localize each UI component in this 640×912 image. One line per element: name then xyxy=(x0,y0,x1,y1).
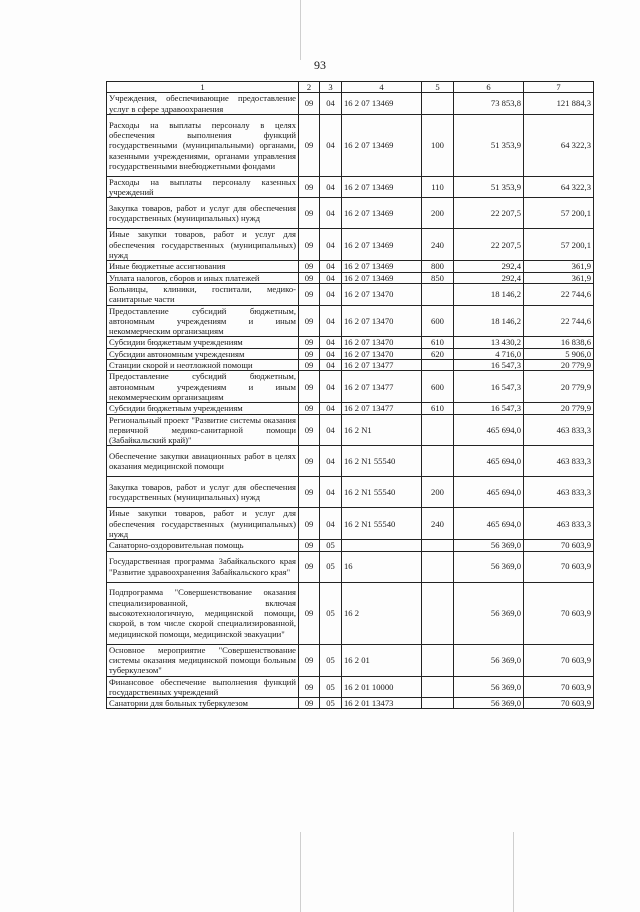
row-subsection: 05 xyxy=(320,540,342,551)
row-expense-type: 200 xyxy=(422,477,454,508)
row-target-code: 16 2 N1 55540 xyxy=(342,446,422,477)
row-subsection: 05 xyxy=(320,644,342,676)
row-subsection: 04 xyxy=(320,337,342,348)
row-section: 09 xyxy=(299,176,320,198)
table-row xyxy=(107,414,594,446)
row-target-code: 16 2 07 13469 xyxy=(342,93,422,115)
row-expense-type xyxy=(422,582,454,644)
row-expense-type: 100 xyxy=(422,114,454,176)
table-row xyxy=(107,477,594,508)
row-name: Уплата налогов, сборов и иных платежей xyxy=(107,272,299,283)
table-row xyxy=(107,676,594,698)
table-body xyxy=(107,93,594,709)
table-row xyxy=(107,551,594,582)
row-target-code: 16 2 N1 xyxy=(342,414,422,446)
row-amount-2: 121 884,3 xyxy=(524,93,594,115)
table-row xyxy=(107,229,594,261)
row-amount-2: 70 603,9 xyxy=(524,582,594,644)
row-section: 09 xyxy=(299,198,320,229)
row-amount-1: 56 369,0 xyxy=(454,698,524,709)
row-amount-2: 20 779,9 xyxy=(524,371,594,403)
col-header: 7 xyxy=(524,82,594,93)
row-target-code: 16 2 07 13477 xyxy=(342,360,422,371)
row-target-code: 16 2 07 13470 xyxy=(342,337,422,348)
table-row xyxy=(107,198,594,229)
row-expense-type: 110 xyxy=(422,176,454,198)
page-number: 93 xyxy=(314,58,326,72)
row-name: Предоставление субсидий бюджетным, автономным учреждениям и иным некоммерческим организациям xyxy=(107,371,299,403)
table-row xyxy=(107,508,594,540)
row-expense-type: 240 xyxy=(422,508,454,540)
row-subsection: 04 xyxy=(320,283,342,305)
row-amount-2: 22 744,6 xyxy=(524,305,594,337)
row-name: Основное мероприятие "Совершенствование системы оказания медицинской помощи больным туберкулезом" xyxy=(107,644,299,676)
row-expense-type: 600 xyxy=(422,305,454,337)
row-amount-2: 70 603,9 xyxy=(524,644,594,676)
row-amount-2: 20 779,9 xyxy=(524,403,594,414)
row-amount-1: 22 207,5 xyxy=(454,229,524,261)
row-section: 09 xyxy=(299,540,320,551)
row-subsection: 04 xyxy=(320,198,342,229)
row-amount-2: 463 833,3 xyxy=(524,446,594,477)
row-target-code xyxy=(342,540,422,551)
row-amount-1: 56 369,0 xyxy=(454,644,524,676)
row-amount-1: 16 547,3 xyxy=(454,371,524,403)
row-target-code: 16 2 07 13469 xyxy=(342,261,422,272)
row-target-code: 16 2 07 13469 xyxy=(342,229,422,261)
table-row xyxy=(107,261,594,272)
row-target-code: 16 2 N1 55540 xyxy=(342,508,422,540)
table-row xyxy=(107,337,594,348)
row-subsection: 04 xyxy=(320,403,342,414)
row-expense-type: 610 xyxy=(422,337,454,348)
table-row xyxy=(107,360,594,371)
table-row xyxy=(107,305,594,337)
row-expense-type: 600 xyxy=(422,371,454,403)
row-name: Иные закупки товаров, работ и услуг для обеспечения государственных (муниципальных) нужд xyxy=(107,508,299,540)
row-name: Учреждения, обеспечивающие предоставление услуг в сфере здравоохранения xyxy=(107,93,299,115)
row-section: 09 xyxy=(299,283,320,305)
header-row xyxy=(107,82,594,93)
row-subsection: 04 xyxy=(320,360,342,371)
table-row xyxy=(107,644,594,676)
table-row xyxy=(107,371,594,403)
row-section: 09 xyxy=(299,272,320,283)
row-amount-1: 18 146,2 xyxy=(454,283,524,305)
row-section: 09 xyxy=(299,360,320,371)
col-header: 3 xyxy=(320,82,342,93)
row-amount-1: 56 369,0 xyxy=(454,676,524,698)
row-expense-type: 620 xyxy=(422,348,454,359)
row-name: Иные бюджетные ассигнования xyxy=(107,261,299,272)
scan-artifact xyxy=(300,832,301,912)
table-row xyxy=(107,403,594,414)
row-name: Закупка товаров, работ и услуг для обеспечения государственных (муниципальных) нужд xyxy=(107,198,299,229)
row-section: 09 xyxy=(299,508,320,540)
row-target-code: 16 2 07 13470 xyxy=(342,305,422,337)
row-amount-2: 64 322,3 xyxy=(524,176,594,198)
row-amount-2: 463 833,3 xyxy=(524,508,594,540)
row-name: Санаторно-оздоровительная помощь xyxy=(107,540,299,551)
row-subsection: 04 xyxy=(320,261,342,272)
row-subsection: 05 xyxy=(320,551,342,582)
row-subsection: 04 xyxy=(320,114,342,176)
row-name: Субсидии бюджетным учреждениям xyxy=(107,337,299,348)
row-subsection: 04 xyxy=(320,272,342,283)
row-amount-1: 292,4 xyxy=(454,261,524,272)
row-subsection: 04 xyxy=(320,229,342,261)
table-row xyxy=(107,698,594,709)
row-expense-type xyxy=(422,446,454,477)
col-header: 6 xyxy=(454,82,524,93)
row-target-code: 16 2 07 13469 xyxy=(342,176,422,198)
table-row xyxy=(107,176,594,198)
row-name: Подпрограмма "Совершенствование оказания специализированной, включая высокотехнологичную, медицинской помощи, скорой, в том числе скорой специализированной, медицинской помощи, медицинской эвакуации" xyxy=(107,582,299,644)
row-amount-2: 463 833,3 xyxy=(524,414,594,446)
row-amount-1: 51 353,9 xyxy=(454,114,524,176)
row-amount-1: 73 853,8 xyxy=(454,93,524,115)
row-subsection: 05 xyxy=(320,698,342,709)
row-amount-2: 70 603,9 xyxy=(524,540,594,551)
row-target-code: 16 2 01 xyxy=(342,644,422,676)
row-section: 09 xyxy=(299,676,320,698)
col-header: 1 xyxy=(107,82,299,93)
row-target-code: 16 2 07 13469 xyxy=(342,198,422,229)
row-amount-2: 361,9 xyxy=(524,272,594,283)
row-expense-type xyxy=(422,551,454,582)
table-row xyxy=(107,582,594,644)
row-amount-1: 22 207,5 xyxy=(454,198,524,229)
row-name: Расходы на выплаты персоналу казенных учреждений xyxy=(107,176,299,198)
row-expense-type xyxy=(422,698,454,709)
table-row xyxy=(107,446,594,477)
row-name: Санатории для больных туберкулезом xyxy=(107,698,299,709)
row-amount-1: 13 430,2 xyxy=(454,337,524,348)
scan-artifact xyxy=(300,0,301,60)
row-target-code: 16 2 01 10000 xyxy=(342,676,422,698)
table-row xyxy=(107,348,594,359)
row-expense-type: 610 xyxy=(422,403,454,414)
row-expense-type xyxy=(422,360,454,371)
row-section: 09 xyxy=(299,644,320,676)
row-amount-2: 70 603,9 xyxy=(524,698,594,709)
row-name: Иные закупки товаров, работ и услуг для обеспечения государственных (муниципальных) нужд xyxy=(107,229,299,261)
row-name: Обеспечение закупки авиационных работ в целях оказания медицинской помощи xyxy=(107,446,299,477)
row-amount-1: 465 694,0 xyxy=(454,414,524,446)
budget-table xyxy=(106,81,594,709)
row-expense-type: 800 xyxy=(422,261,454,272)
row-expense-type: 200 xyxy=(422,198,454,229)
row-target-code: 16 2 07 13469 xyxy=(342,272,422,283)
row-amount-1: 16 547,3 xyxy=(454,403,524,414)
row-amount-1: 465 694,0 xyxy=(454,477,524,508)
row-expense-type xyxy=(422,644,454,676)
col-header: 4 xyxy=(342,82,422,93)
row-subsection: 04 xyxy=(320,414,342,446)
row-section: 09 xyxy=(299,551,320,582)
row-amount-1: 18 146,2 xyxy=(454,305,524,337)
row-section: 09 xyxy=(299,446,320,477)
row-section: 09 xyxy=(299,371,320,403)
row-amount-2: 70 603,9 xyxy=(524,551,594,582)
row-amount-2: 22 744,6 xyxy=(524,283,594,305)
row-subsection: 05 xyxy=(320,582,342,644)
row-subsection: 04 xyxy=(320,93,342,115)
col-header: 2 xyxy=(299,82,320,93)
table-row xyxy=(107,93,594,115)
row-amount-1: 56 369,0 xyxy=(454,540,524,551)
row-name: Финансовое обеспечение выполнения функций государственных учреждений xyxy=(107,676,299,698)
row-amount-1: 56 369,0 xyxy=(454,551,524,582)
table-row xyxy=(107,114,594,176)
row-name: Расходы на выплаты персоналу в целях обеспечения выполнения функций государственными (муниципальными) органами, казенными учреждениями, органами управления государственными внебюджетными фондами xyxy=(107,114,299,176)
row-section: 09 xyxy=(299,582,320,644)
row-section: 09 xyxy=(299,114,320,176)
row-subsection: 04 xyxy=(320,176,342,198)
row-section: 09 xyxy=(299,337,320,348)
row-amount-1: 465 694,0 xyxy=(454,446,524,477)
row-amount-2: 5 906,0 xyxy=(524,348,594,359)
row-amount-1: 16 547,3 xyxy=(454,360,524,371)
row-amount-2: 16 838,6 xyxy=(524,337,594,348)
row-target-code: 16 xyxy=(342,551,422,582)
table-row xyxy=(107,283,594,305)
row-section: 09 xyxy=(299,403,320,414)
row-target-code: 16 2 07 13469 xyxy=(342,114,422,176)
row-section: 09 xyxy=(299,229,320,261)
row-subsection: 05 xyxy=(320,676,342,698)
row-expense-type xyxy=(422,540,454,551)
row-expense-type xyxy=(422,414,454,446)
row-expense-type: 850 xyxy=(422,272,454,283)
row-expense-type: 240 xyxy=(422,229,454,261)
row-section: 09 xyxy=(299,698,320,709)
row-amount-2: 57 200,1 xyxy=(524,198,594,229)
row-section: 09 xyxy=(299,477,320,508)
row-subsection: 04 xyxy=(320,348,342,359)
row-section: 09 xyxy=(299,414,320,446)
row-name: Региональный проект "Развитие системы оказания первичной медико-санитарной помощи (Забайкальский край)" xyxy=(107,414,299,446)
row-target-code: 16 2 xyxy=(342,582,422,644)
row-amount-2: 361,9 xyxy=(524,261,594,272)
row-name: Субсидии бюджетным учреждениям xyxy=(107,403,299,414)
row-section: 09 xyxy=(299,261,320,272)
row-amount-1: 292,4 xyxy=(454,272,524,283)
row-target-code: 16 2 N1 55540 xyxy=(342,477,422,508)
row-target-code: 16 2 07 13470 xyxy=(342,283,422,305)
row-subsection: 04 xyxy=(320,371,342,403)
row-name: Предоставление субсидий бюджетным, автономным учреждениям и иным некоммерческим организациям xyxy=(107,305,299,337)
row-amount-2: 57 200,1 xyxy=(524,229,594,261)
row-target-code: 16 2 01 13473 xyxy=(342,698,422,709)
row-expense-type xyxy=(422,93,454,115)
row-section: 09 xyxy=(299,348,320,359)
row-name: Станции скорой и неотложной помощи xyxy=(107,360,299,371)
row-expense-type xyxy=(422,676,454,698)
row-amount-1: 51 353,9 xyxy=(454,176,524,198)
row-amount-2: 20 779,9 xyxy=(524,360,594,371)
row-subsection: 04 xyxy=(320,477,342,508)
row-target-code: 16 2 07 13477 xyxy=(342,403,422,414)
row-subsection: 04 xyxy=(320,305,342,337)
row-amount-2: 70 603,9 xyxy=(524,676,594,698)
row-name: Государственная программа Забайкальского края "Развитие здравоохранения Забайкальского края" xyxy=(107,551,299,582)
col-header: 5 xyxy=(422,82,454,93)
row-amount-2: 463 833,3 xyxy=(524,477,594,508)
row-expense-type xyxy=(422,283,454,305)
row-name: Больницы, клиники, госпитали, медико-санитарные части xyxy=(107,283,299,305)
row-amount-1: 4 716,0 xyxy=(454,348,524,359)
row-subsection: 04 xyxy=(320,508,342,540)
row-amount-2: 64 322,3 xyxy=(524,114,594,176)
row-name: Закупка товаров, работ и услуг для обеспечения государственных (муниципальных) нужд xyxy=(107,477,299,508)
row-section: 09 xyxy=(299,93,320,115)
row-target-code: 16 2 07 13470 xyxy=(342,348,422,359)
table-row xyxy=(107,540,594,551)
scan-artifact xyxy=(513,832,514,912)
table-row xyxy=(107,272,594,283)
row-target-code: 16 2 07 13477 xyxy=(342,371,422,403)
row-name: Субсидии автономным учреждениям xyxy=(107,348,299,359)
row-amount-1: 56 369,0 xyxy=(454,582,524,644)
row-section: 09 xyxy=(299,305,320,337)
row-amount-1: 465 694,0 xyxy=(454,508,524,540)
row-subsection: 04 xyxy=(320,446,342,477)
